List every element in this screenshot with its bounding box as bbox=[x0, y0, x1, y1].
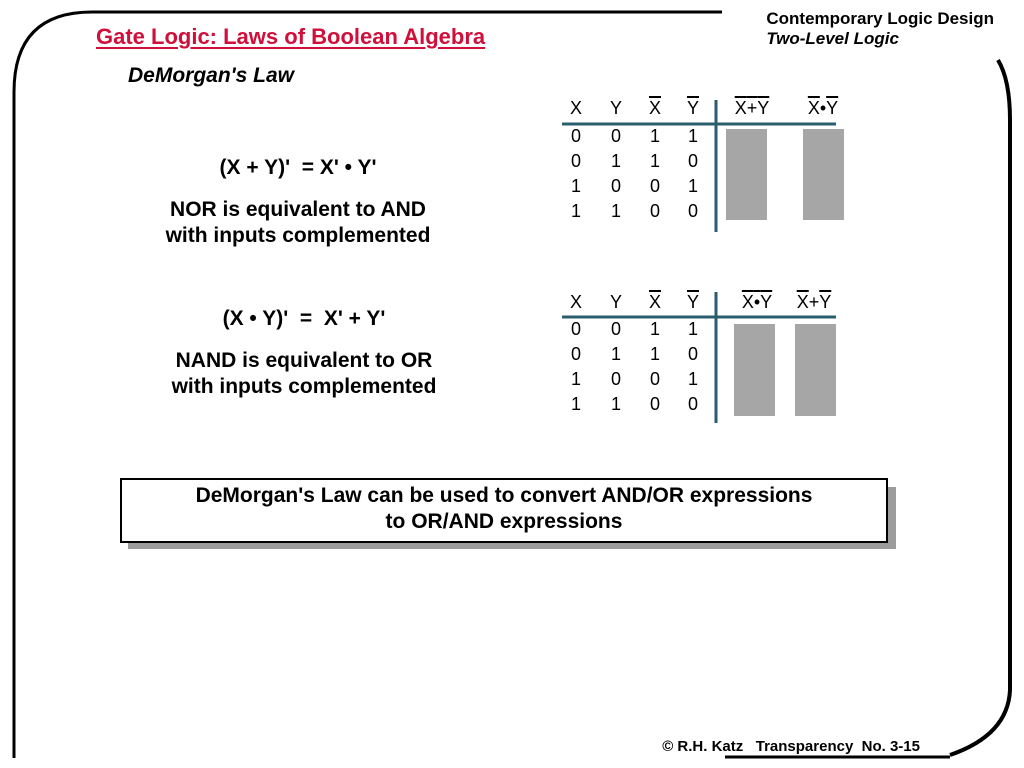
table1-cell: 1 bbox=[649, 151, 660, 171]
table1-nor-op: + bbox=[746, 98, 758, 118]
table2-cell: 0 bbox=[687, 394, 698, 414]
table2-or-a: $\overline{X}$ bbox=[796, 292, 809, 312]
table2-cell: 0 bbox=[610, 369, 621, 389]
chapter-name: Two-Level Logic bbox=[766, 29, 899, 48]
table2-cell: 1 bbox=[610, 394, 621, 414]
law2-description-line2: with inputs complemented bbox=[171, 375, 437, 398]
table1-cell: 0 bbox=[570, 151, 581, 171]
table2-header-xbar: $\overline{X}$ bbox=[648, 292, 661, 312]
table2-cell: 0 bbox=[649, 394, 660, 414]
table2-header-x: X bbox=[569, 292, 582, 312]
table2-nand-op: • bbox=[753, 292, 761, 312]
table2-cell: 1 bbox=[649, 344, 660, 364]
table2-cell: 1 bbox=[610, 344, 621, 364]
table1-header-y: Y bbox=[609, 98, 622, 118]
table1-nor-a: X bbox=[734, 98, 747, 118]
law1-description-line1: NOR is equivalent to AND bbox=[170, 198, 426, 221]
table1-cell: 1 bbox=[687, 176, 698, 196]
table2-cell: 0 bbox=[649, 369, 660, 389]
table1-nor-b: Y bbox=[757, 98, 770, 118]
table1-cell: 0 bbox=[649, 201, 660, 221]
table2-nand-b: Y bbox=[760, 292, 773, 312]
table1-cell: 1 bbox=[610, 151, 621, 171]
table2-cell: 1 bbox=[570, 369, 581, 389]
course-name: Contemporary Logic Design bbox=[766, 9, 994, 28]
table1-cell: 0 bbox=[687, 151, 698, 171]
table1-and-op: • bbox=[819, 98, 827, 118]
table2-answer-placeholder-1 bbox=[734, 324, 775, 416]
table2-cell: 1 bbox=[687, 319, 698, 339]
table1-cell: 0 bbox=[649, 176, 660, 196]
callout-line1: DeMorgan's Law can be used to convert AND/OR expressions bbox=[195, 484, 813, 507]
table2-nand-a: X bbox=[741, 292, 754, 312]
table1-and-a: $\overline{X}$ bbox=[807, 98, 820, 118]
slide-title: Gate Logic: Laws of Boolean Algebra bbox=[96, 24, 486, 49]
table1-cell: 1 bbox=[570, 176, 581, 196]
table1-cell: 1 bbox=[687, 126, 698, 146]
table1-cell: 0 bbox=[610, 126, 621, 146]
table1-header-ybar: $\overline{Y}$ bbox=[686, 98, 699, 118]
table2-cell: 1 bbox=[649, 319, 660, 339]
law2-description-line1: NAND is equivalent to OR bbox=[175, 349, 433, 372]
table1-cell: 1 bbox=[649, 126, 660, 146]
table1-header-xbar: $\overline{X}$ bbox=[648, 98, 661, 118]
table1-cell: 0 bbox=[687, 201, 698, 221]
table2-or-b: $\overline{Y}$ bbox=[819, 292, 832, 312]
table2-cell: 1 bbox=[687, 369, 698, 389]
table1-cell: 1 bbox=[610, 201, 621, 221]
table1-header-x: X bbox=[569, 98, 582, 118]
table2-cell: 0 bbox=[687, 344, 698, 364]
footer-credit: © R.H. Katz Transparency No. 3-15 bbox=[662, 738, 920, 755]
law1-equation: (X + Y)' = X' • Y' bbox=[219, 156, 377, 179]
callout-box bbox=[120, 478, 888, 543]
section-subtitle: DeMorgan's Law bbox=[128, 64, 295, 87]
table2-cell: 0 bbox=[570, 344, 581, 364]
table2-cell: 1 bbox=[570, 394, 581, 414]
table1-cell: 1 bbox=[570, 201, 581, 221]
law2-equation: (X • Y)' = X' + Y' bbox=[222, 307, 386, 330]
table2-or-op: + bbox=[808, 292, 820, 312]
table2-header-ybar: $\overline{Y}$ bbox=[686, 292, 699, 312]
table2-cell: 0 bbox=[610, 319, 621, 339]
table2-cell: 0 bbox=[570, 319, 581, 339]
callout-line2: to OR/AND expressions bbox=[385, 510, 623, 533]
table2-header-y: Y bbox=[609, 292, 622, 312]
table2-answer-placeholder-2 bbox=[795, 324, 836, 416]
law1-description-line2: with inputs complemented bbox=[165, 224, 431, 247]
table1-cell: 0 bbox=[610, 176, 621, 196]
table1-and-b: $\overline{Y}$ bbox=[826, 98, 839, 118]
table1-cell: 0 bbox=[570, 126, 581, 146]
